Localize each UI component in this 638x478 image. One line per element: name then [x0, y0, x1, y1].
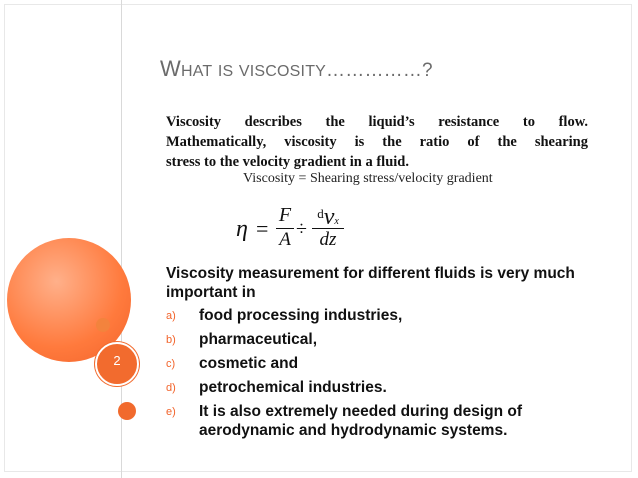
list-marker: a)	[166, 310, 176, 322]
list-item	[166, 378, 586, 397]
list-item	[166, 402, 586, 440]
paragraph-line: Mathematically, viscosity is the ratio of the shearing	[166, 134, 588, 150]
application-list	[166, 306, 586, 445]
slide-number: 2	[113, 353, 121, 368]
formula-x-subscript: x	[334, 216, 339, 227]
formula-v: v	[323, 204, 335, 230]
title-dots: ……………?	[326, 60, 433, 81]
list-item-text: food processing industries,	[199, 307, 403, 324]
formula-divide: ÷	[296, 218, 307, 240]
viscosity-formula	[236, 204, 346, 256]
paragraph-line: stress to the velocity gradient in a fluid.	[166, 154, 409, 170]
slide-title	[160, 56, 580, 82]
viscosity-definition: Viscosity = Shearing stress/velocity gradient	[243, 171, 493, 186]
list-item-text: cosmetic and	[199, 355, 299, 372]
title-first-letter: W	[160, 56, 181, 81]
formula-d: d	[317, 206, 324, 221]
definition-paragraph	[166, 112, 588, 172]
list-item-text: pharmaceutical,	[199, 331, 318, 348]
formula-fraction-force-area	[276, 204, 294, 251]
formula-fraction-velocity-gradient	[312, 204, 344, 251]
list-marker: e)	[166, 406, 176, 418]
formula-area: A	[279, 229, 291, 250]
decorative-small-circle	[96, 318, 110, 332]
list-item	[166, 354, 586, 373]
list-marker: b)	[166, 334, 176, 346]
formula-equals: =	[256, 216, 269, 241]
title-word-2: IS	[217, 63, 234, 80]
list-marker: d)	[166, 382, 176, 394]
paragraph-line: Viscosity describes the liquid’s resistance to flow.	[166, 114, 588, 130]
formula-dv	[312, 204, 344, 228]
decorative-tiny-circle	[118, 402, 136, 420]
title-word-1: HAT	[180, 63, 213, 80]
formula-eta: η	[236, 216, 248, 242]
title-word-3: VISCOSITY	[238, 63, 327, 80]
list-item	[166, 306, 586, 325]
formula-force: F	[278, 204, 292, 226]
list-marker: c)	[166, 358, 176, 370]
intro-text: Viscosity measurement for different fluids is very much important in	[166, 265, 575, 301]
list-item	[166, 330, 586, 349]
formula-dz: dz	[319, 229, 337, 250]
list-item-text: petrochemical industries.	[199, 379, 387, 396]
list-item-text: It is also extremely needed during design of aerodynamic and hydrodynamic systems.	[199, 403, 522, 439]
